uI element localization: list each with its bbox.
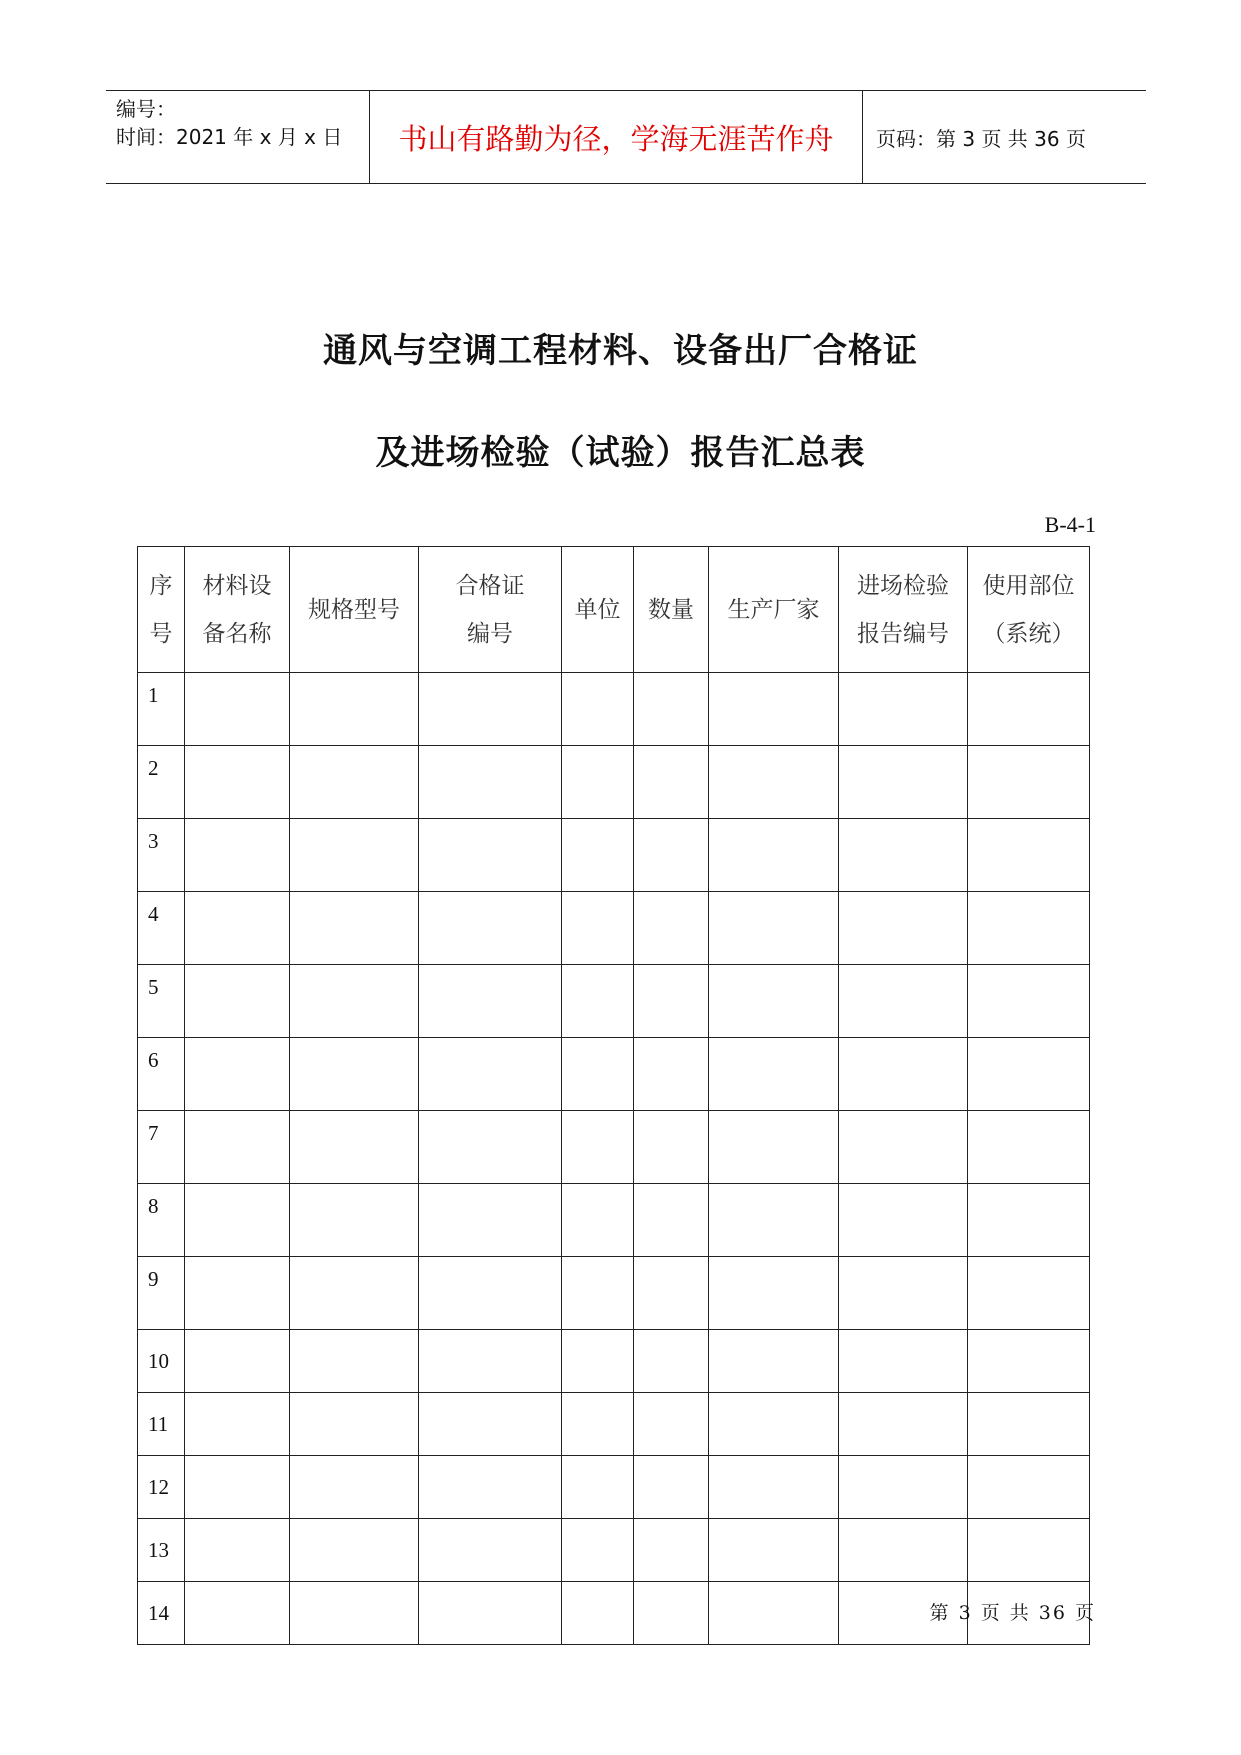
cell-inspection-report[interactable] [839, 673, 968, 746]
document-title-line1: 通风与空调工程材料、设备出厂合格证 [323, 331, 918, 371]
cell-usage-location[interactable] [968, 1330, 1090, 1393]
page-footer: 第 3 页 共 36 页 [929, 1602, 1096, 1624]
cell-unit[interactable] [562, 1456, 634, 1519]
cell-manufacturer[interactable] [709, 1257, 839, 1330]
col-header-text: 备名称 [202, 620, 272, 647]
cell-spec[interactable] [290, 965, 419, 1038]
table-row [138, 1330, 1090, 1393]
cell-unit[interactable] [562, 1184, 634, 1257]
cell-spec[interactable] [290, 1456, 419, 1519]
cell-unit[interactable] [562, 1111, 634, 1184]
cell-manufacturer[interactable] [709, 1111, 839, 1184]
row-index-cell: 4 [138, 892, 185, 965]
cell-unit[interactable] [562, 892, 634, 965]
row-index-cell: 10 [138, 1330, 185, 1393]
table-row [138, 1038, 1090, 1111]
cell-unit[interactable] [562, 1038, 634, 1111]
cell-inspection-report[interactable] [839, 1519, 968, 1582]
cell-usage-location[interactable] [968, 892, 1090, 965]
cell-manufacturer[interactable] [709, 1184, 839, 1257]
cell-manufacturer[interactable] [709, 1519, 839, 1582]
cell-manufacturer[interactable] [709, 1393, 839, 1456]
col-header-text: 规格型号 [308, 596, 400, 623]
cell-usage-location[interactable] [968, 1184, 1090, 1257]
cell-certificate-no[interactable] [419, 1111, 562, 1184]
col-header-text: 合格证 [455, 572, 525, 599]
col-header-text: 进场检验 [857, 572, 949, 599]
col-header-certificate-no [419, 547, 562, 673]
col-header-inspection-report [839, 547, 968, 673]
table-row [138, 1393, 1090, 1456]
cell-spec[interactable] [290, 746, 419, 819]
cell-certificate-no[interactable] [419, 1582, 562, 1645]
col-header-text: （系统） [982, 620, 1075, 647]
col-header-index [138, 547, 185, 673]
cell-material-name[interactable] [185, 965, 290, 1038]
cell-usage-location[interactable] [968, 965, 1090, 1038]
cell-spec[interactable] [290, 1582, 419, 1645]
cell-usage-location[interactable] [968, 746, 1090, 819]
cell-certificate-no[interactable] [419, 819, 562, 892]
cell-material-name[interactable] [185, 746, 290, 819]
cell-spec[interactable] [290, 1038, 419, 1111]
row-index-cell: 3 [138, 819, 185, 892]
cell-usage-location[interactable] [968, 1519, 1090, 1582]
cell-certificate-no[interactable] [419, 965, 562, 1038]
col-header-text: 生产厂家 [727, 596, 820, 623]
cell-unit[interactable] [562, 1257, 634, 1330]
cell-usage-location[interactable] [968, 1038, 1090, 1111]
table-row [138, 1519, 1090, 1582]
summary-table [137, 546, 1090, 1645]
cell-manufacturer[interactable] [709, 892, 839, 965]
page-header [106, 90, 1146, 184]
cell-spec[interactable] [290, 1393, 419, 1456]
header-motto: 书山有路勤为径，学海无涯苦作舟 [398, 121, 834, 156]
table-row [138, 673, 1090, 746]
cell-certificate-no[interactable] [419, 746, 562, 819]
col-header-text: 编号 [467, 620, 513, 647]
cell-manufacturer[interactable] [709, 746, 839, 819]
cell-certificate-no[interactable] [419, 1456, 562, 1519]
cell-unit[interactable] [562, 1582, 634, 1645]
col-header-spec [290, 547, 419, 673]
table-row [138, 1456, 1090, 1519]
cell-quantity[interactable] [634, 673, 709, 746]
row-index-cell: 6 [138, 1038, 185, 1111]
cell-quantity[interactable] [634, 1038, 709, 1111]
cell-unit[interactable] [562, 965, 634, 1038]
cell-material-name[interactable] [185, 892, 290, 965]
cell-material-name[interactable] [185, 1456, 290, 1519]
row-index-cell: 5 [138, 965, 185, 1038]
serial-label: 编号： [116, 97, 176, 121]
cell-material-name[interactable] [185, 1184, 290, 1257]
row-index-cell: 12 [138, 1456, 185, 1519]
cell-usage-location[interactable] [968, 1456, 1090, 1519]
col-header-text: 序 [149, 572, 173, 599]
cell-manufacturer[interactable] [709, 1582, 839, 1645]
cell-inspection-report[interactable] [839, 1456, 968, 1519]
cell-manufacturer[interactable] [709, 819, 839, 892]
cell-material-name[interactable] [185, 1582, 290, 1645]
cell-manufacturer[interactable] [709, 1038, 839, 1111]
cell-quantity[interactable] [634, 965, 709, 1038]
cell-usage-location[interactable] [968, 1111, 1090, 1184]
cell-certificate-no[interactable] [419, 1038, 562, 1111]
col-header-text: 材料设 [202, 572, 272, 599]
cell-quantity[interactable] [634, 746, 709, 819]
row-index-cell: 7 [138, 1111, 185, 1184]
cell-certificate-no[interactable] [419, 1184, 562, 1257]
cell-quantity[interactable] [634, 1456, 709, 1519]
cell-spec[interactable] [290, 673, 419, 746]
cell-quantity[interactable] [634, 1330, 709, 1393]
cell-manufacturer[interactable] [709, 1330, 839, 1393]
table-row [138, 1257, 1090, 1330]
col-header-material-name [185, 547, 290, 673]
table-row [138, 1184, 1090, 1257]
col-header-text: 使用部位 [982, 572, 1075, 599]
header-divider [862, 91, 863, 183]
cell-spec[interactable] [290, 1111, 419, 1184]
cell-quantity[interactable] [634, 1184, 709, 1257]
header-page-label: 页码：第 3 页 共 36 页 [876, 126, 1086, 151]
cell-material-name[interactable] [185, 1038, 290, 1111]
cell-inspection-report[interactable] [839, 892, 968, 965]
cell-certificate-no[interactable] [419, 673, 562, 746]
cell-material-name[interactable] [185, 1111, 290, 1184]
cell-certificate-no[interactable] [419, 1257, 562, 1330]
cell-certificate-no[interactable] [419, 1330, 562, 1393]
cell-inspection-report[interactable] [839, 746, 968, 819]
cell-material-name[interactable] [185, 1393, 290, 1456]
cell-quantity[interactable] [634, 819, 709, 892]
row-index-cell: 14 [138, 1582, 185, 1645]
cell-manufacturer[interactable] [709, 1456, 839, 1519]
col-header-text: 报告编号 [857, 620, 949, 647]
cell-spec[interactable] [290, 1330, 419, 1393]
cell-quantity[interactable] [634, 1257, 709, 1330]
table-row [138, 819, 1090, 892]
cell-material-name[interactable] [185, 1257, 290, 1330]
cell-unit[interactable] [562, 1330, 634, 1393]
cell-inspection-report[interactable] [839, 1257, 968, 1330]
cell-inspection-report[interactable] [839, 1184, 968, 1257]
table-row [138, 892, 1090, 965]
cell-unit[interactable] [562, 819, 634, 892]
cell-material-name[interactable] [185, 819, 290, 892]
cell-material-name[interactable] [185, 1519, 290, 1582]
cell-spec[interactable] [290, 892, 419, 965]
row-index-cell: 13 [138, 1519, 185, 1582]
cell-material-name[interactable] [185, 673, 290, 746]
cell-usage-location[interactable] [968, 1257, 1090, 1330]
cell-quantity[interactable] [634, 1519, 709, 1582]
cell-unit[interactable] [562, 1393, 634, 1456]
table-row [138, 1111, 1090, 1184]
cell-inspection-report[interactable] [839, 965, 968, 1038]
col-header-text: 单位 [574, 596, 621, 623]
row-index-cell: 11 [138, 1393, 185, 1456]
col-header-quantity [634, 547, 709, 673]
cell-unit[interactable] [562, 673, 634, 746]
cell-usage-location[interactable] [968, 673, 1090, 746]
cell-quantity[interactable] [634, 1582, 709, 1645]
cell-quantity[interactable] [634, 1111, 709, 1184]
row-index-cell: 9 [138, 1257, 185, 1330]
header-meta [116, 95, 342, 151]
cell-unit[interactable] [562, 746, 634, 819]
cell-inspection-report[interactable] [839, 1038, 968, 1111]
cell-certificate-no[interactable] [419, 1393, 562, 1456]
cell-unit[interactable] [562, 1519, 634, 1582]
col-header-unit [562, 547, 634, 673]
table-row [138, 746, 1090, 819]
cell-inspection-report[interactable] [839, 1330, 968, 1393]
cell-manufacturer[interactable] [709, 965, 839, 1038]
cell-inspection-report[interactable] [839, 819, 968, 892]
table-body [138, 673, 1090, 1645]
time-label: 时间：2021 年 x 月 x 日 [116, 125, 343, 149]
col-header-text: 号 [149, 620, 173, 647]
cell-spec[interactable] [290, 1184, 419, 1257]
cell-manufacturer[interactable] [709, 673, 839, 746]
cell-material-name[interactable] [185, 1330, 290, 1393]
cell-usage-location[interactable] [968, 1393, 1090, 1456]
cell-spec[interactable] [290, 1257, 419, 1330]
row-index-cell: 8 [138, 1184, 185, 1257]
col-header-text: 数量 [648, 596, 694, 623]
table-header-row [138, 547, 1090, 673]
cell-certificate-no[interactable] [419, 1519, 562, 1582]
col-header-manufacturer [709, 547, 839, 673]
cell-spec[interactable] [290, 819, 419, 892]
row-index-cell: 2 [138, 746, 185, 819]
form-code: B-4-1 [1044, 512, 1096, 537]
cell-spec[interactable] [290, 1519, 419, 1582]
table-row [138, 965, 1090, 1038]
cell-inspection-report[interactable] [839, 1111, 968, 1184]
cell-usage-location[interactable] [968, 819, 1090, 892]
row-index-cell: 1 [138, 673, 185, 746]
cell-quantity[interactable] [634, 892, 709, 965]
col-header-usage-location [968, 547, 1090, 673]
cell-quantity[interactable] [634, 1393, 709, 1456]
cell-inspection-report[interactable] [839, 1393, 968, 1456]
document-title-line2: 及进场检验（试验）报告汇总表 [375, 433, 866, 473]
cell-certificate-no[interactable] [419, 892, 562, 965]
